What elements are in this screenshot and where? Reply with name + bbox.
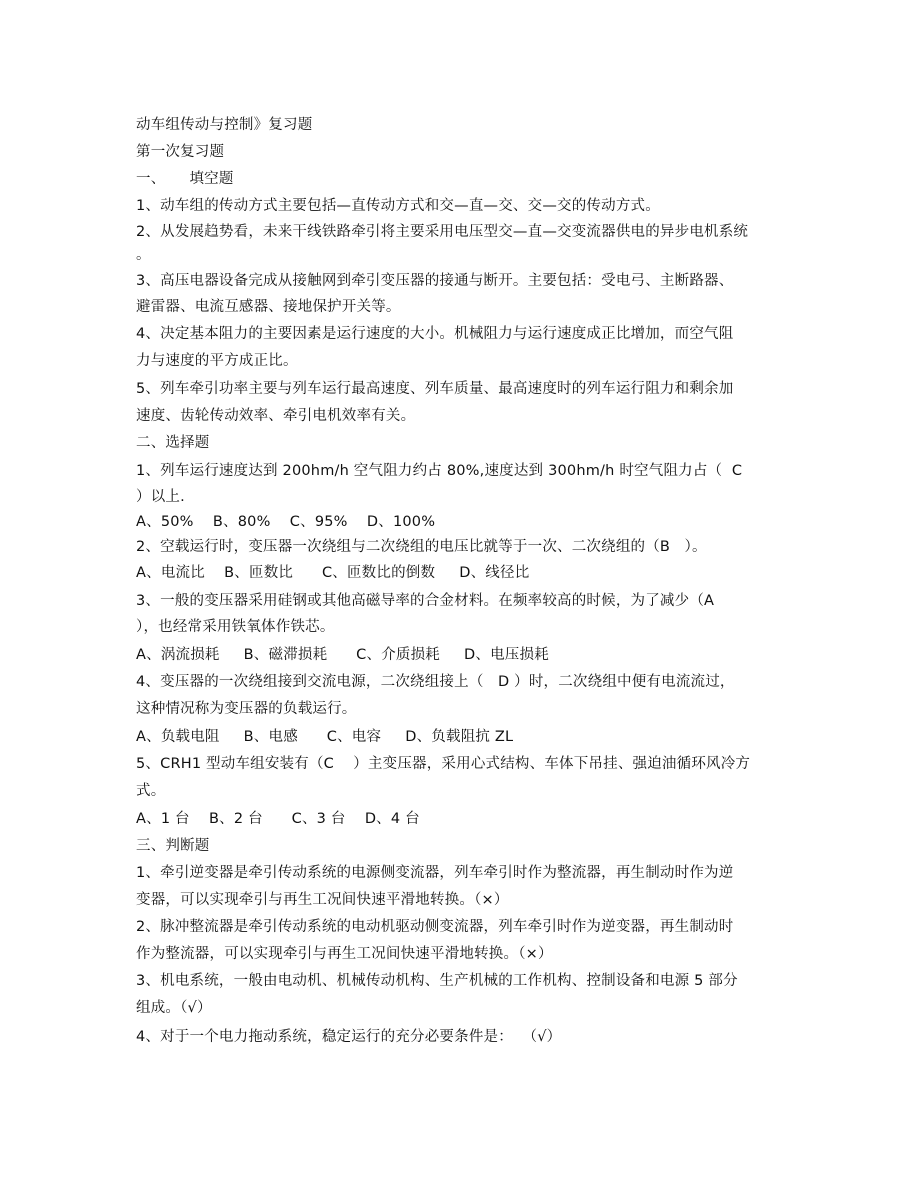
document-title: 动车组传动与控制》复习题	[136, 117, 313, 133]
text-line: 4、决定基本阻力的主要因素是运行速度的大小。机械阻力与运行速度成正比增加，而空气阻	[136, 326, 734, 342]
text-line: 作为整流器，可以实现牵引与再生工况间快速平滑地转换。（×）	[136, 946, 553, 962]
text-line: 1、牵引逆变器是牵引传动系统的电源侧变流器，列车牵引时作为整流器，再生制动时作为逆	[136, 865, 734, 881]
text-line: 2、空载运行时，变压器一次绕组与二次绕组的电压比就等于一次、二次绕组的（B ）。	[136, 539, 707, 555]
section-heading-multiple-choice: 二、选择题	[136, 435, 210, 451]
answer-options: A、1 台 B、2 台 C、3 台 D、4 台	[136, 811, 420, 827]
answer-options: A、电流比 B、匝数比 C、匝数比的倒数 D、线径比	[136, 565, 530, 581]
text-line: 4、对于一个电力拖动系统，稳定运行的充分必要条件是： （√）	[136, 1029, 562, 1045]
text-line: 式。	[136, 783, 166, 799]
text-line: 3、一般的变压器采用硅钢或其他高磁导率的合金材料。在频率较高的时候，为了减少（A	[136, 593, 715, 609]
text-line: 速度、齿轮传动效率、牵引电机效率有关。	[136, 408, 416, 424]
answer-options: A、50% B、80% C、95% D、100%	[136, 514, 436, 530]
text-line: 避雷器、电流互感器、接地保护开关等。	[136, 299, 401, 315]
text-line: 2、脉冲整流器是牵引传动系统的电动机驱动侧变流器，列车牵引时作为逆变器，再生制动时	[136, 919, 734, 935]
text-line: 力与速度的平方成正比。	[136, 353, 298, 369]
text-line: 。	[136, 247, 151, 263]
text-line: 1、列车运行速度达到 200hm/h 空气阻力约占 80%,速度达到 300hm/h 时空气阻力占（ C	[136, 463, 743, 479]
section-heading-true-false: 三、判断题	[136, 838, 210, 854]
text-line: 1、动车组的传动方式主要包括—直传动方式和交—直—交、交—交的传动方式。	[136, 198, 660, 214]
text-line: 3、高压电器设备完成从接触网到牵引变压器的接通与断开。主要包括：受电弓、主断路器、	[136, 273, 734, 289]
answer-options: A、涡流损耗 B、磁滞损耗 C、介质损耗 D、电压损耗	[136, 647, 549, 663]
text-line: 4、变压器的一次绕组接到交流电源，二次绕组接上（ D ）时，二次绕组中便有电流流过，	[136, 674, 735, 690]
text-line: 5、CRH1 型动车组安装有（C ）主变压器，采用心式结构、车体下吊挂、强迫油循环风冷方	[136, 756, 751, 772]
text-line: 2、从发展趋势看，未来干线铁路牵引将主要采用电压型交—直—交变流器供电的异步电机系统	[136, 224, 749, 240]
text-line: 5、列车牵引功率主要与列车运行最高速度、列车质量、最高速度时的列车运行阻力和剩余加	[136, 381, 734, 397]
text-line: 3、机电系统，一般由电动机、机械传动机构、生产机械的工作机构、控制设备和电源 5 部分	[136, 973, 738, 989]
text-line: 这种情况称为变压器的负载运行。	[136, 701, 357, 717]
text-line: ）以上.	[136, 489, 185, 505]
document-subtitle: 第一次复习题	[136, 144, 225, 160]
text-line: ），也经常采用铁氧体作铁芯。	[136, 619, 335, 635]
text-line: 变器，可以实现牵引与再生工况间快速平滑地转换。（×）	[136, 892, 509, 908]
section-heading-fill-blank: 一、 填空题	[136, 171, 234, 187]
answer-options: A、负载电阻 B、电感 C、电容 D、负载阻抗 ZL	[136, 729, 514, 745]
text-line: 组成。（√）	[136, 1000, 212, 1016]
